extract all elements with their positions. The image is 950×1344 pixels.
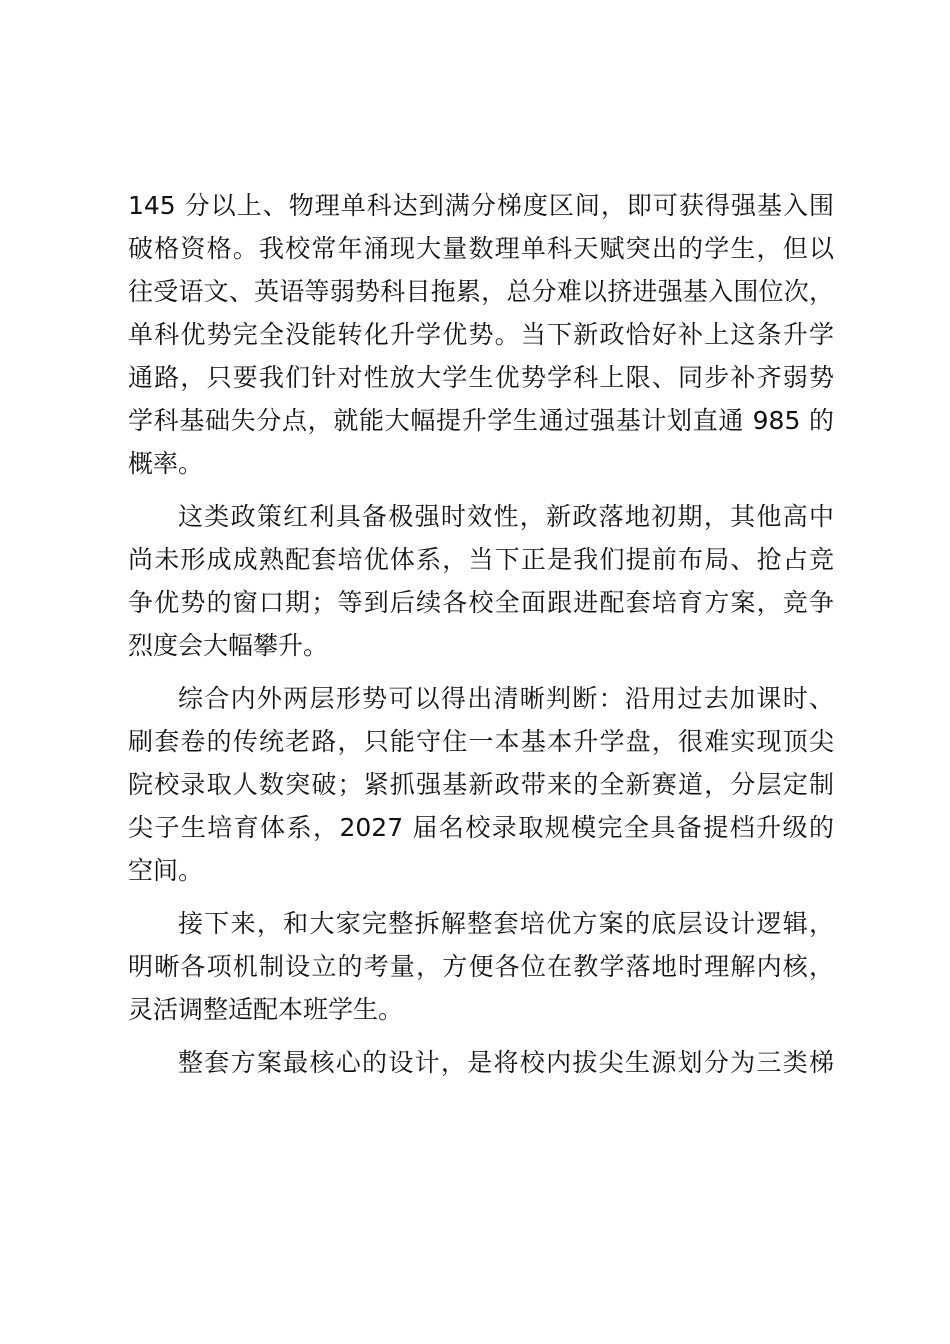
text-line: 烈度会大幅攀升。 [128, 631, 329, 660]
text-line: 明晰各项机制设立的考量，方便各位在教学落地时理解内核， [128, 952, 834, 981]
text-line: 单科优势完全没能转化升学优势。当下新政恰好补上这条升学 [128, 320, 834, 349]
text-line: 争优势的窗口期；等到后续各校全面跟进配套培育方案，竞争 [128, 588, 834, 617]
text-line: 145 分以上、物理单科达到满分梯度区间，即可获得强基入围 [128, 191, 834, 220]
text-line: 接下来，和大家完整拆解整套培优方案的底层设计逻辑， [178, 909, 834, 938]
text-line: 灵活调整适配本班学生。 [128, 995, 404, 1024]
paragraph [128, 677, 834, 892]
text-line: 破格资格。我校常年涌现大量数理单科天赋突出的学生，但以 [128, 234, 834, 263]
text-line: 往受语文、英语等弱势科目拖累，总分难以挤进强基入围位次， [128, 277, 834, 306]
paragraph [128, 184, 834, 485]
text-line: 学科基础失分点，就能大幅提升学生通过强基计划直通 985 的 [128, 406, 834, 435]
text-line: 整套方案最核心的设计，是将校内拔尖生源划分为三类梯 [178, 1048, 834, 1077]
paragraph [128, 902, 834, 1031]
text-line: 综合内外两层形势可以得出清晰判断：沿用过去加课时、 [178, 684, 834, 713]
text-line: 通路，只要我们针对性放大学生优势学科上限、同步补齐弱势 [128, 363, 834, 392]
paragraph [128, 495, 834, 667]
text-line: 院校录取人数突破；紧抓强基新政带来的全新赛道，分层定制 [128, 770, 834, 799]
text-line: 概率。 [128, 449, 204, 478]
text-line: 刷套卷的传统老路，只能守住一本基本升学盘，很难实现顶尖 [128, 727, 834, 756]
text-line: 尚未形成成熟配套培优体系，当下正是我们提前布局、抢占竞 [128, 545, 834, 574]
paragraph [128, 1041, 834, 1084]
text-line: 空间。 [128, 856, 204, 885]
text-line: 这类政策红利具备极强时效性，新政落地初期，其他高中 [178, 502, 834, 531]
text-line: 尖子生培育体系，2027 届名校录取规模完全具备提档升级的 [128, 813, 834, 842]
document-body [128, 184, 834, 1084]
